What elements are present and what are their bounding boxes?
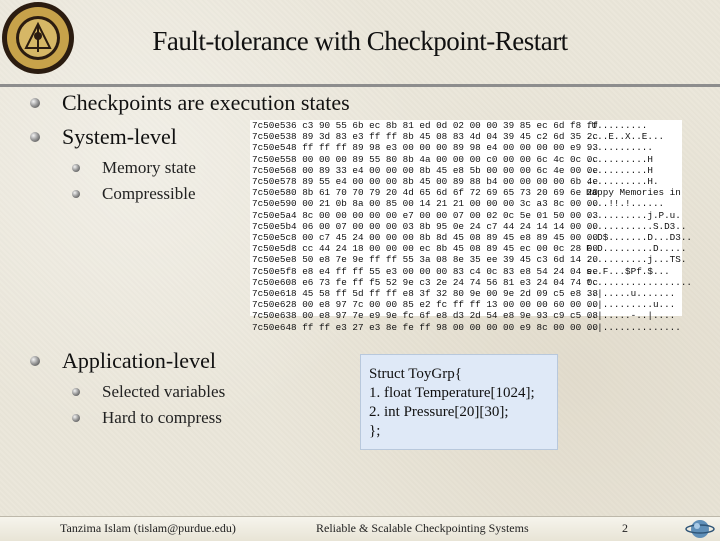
memory-dump-ascii-line: ..D$.......D...D3.. (586, 232, 693, 244)
code-line: 1. float Temperature[1024]; (369, 385, 535, 401)
memory-dump-hex-line: 7c50e558 00 00 00 89 55 80 8b 4a 00 00 00 c0 00 00 6c 4c 0c 0c (252, 153, 598, 165)
presentation-logo-icon (680, 514, 720, 540)
sub-bullet-icon (72, 190, 80, 198)
memory-dump-ascii-line: t.................. (586, 276, 693, 288)
memory-dump-ascii-line: F.D.........D..... (586, 243, 687, 255)
memory-dump-ascii-line: ..|.............. (586, 321, 681, 333)
slide-footer (0, 516, 720, 541)
title-bar (0, 0, 720, 84)
sub-bullet-icon (72, 414, 80, 422)
page-number: 2 (622, 521, 628, 535)
memory-dump-image (250, 120, 693, 333)
bullet-application-level: Application-level (62, 348, 216, 373)
memory-dump-hex-line: 7c50e538 89 3d 83 e3 ff ff 8b 45 08 83 4d 04 39 45 c2 6d 35 2c (252, 131, 598, 143)
memory-dump-ascii-line: Happy Memories in (586, 187, 681, 199)
sub-bullet-memory-state: Memory state (102, 158, 196, 177)
memory-dump-ascii-line: s..F...$Pf.$... (586, 265, 670, 277)
memory-dump-hex-line: 7c50e5e8 50 e8 7e 9e ff ff 55 3a 08 8e 35 ee 39 45 c3 6d 14 20 (252, 254, 598, 266)
memory-dump-ascii-line: ....!!.!...... (586, 198, 665, 210)
memory-dump-hex-line: 7c50e548 ff ff ff 89 98 e3 00 00 00 89 98 e4 00 00 00 00 e9 93 (252, 142, 598, 154)
memory-dump-hex-line: 7c50e590 00 21 0b 8a 00 85 00 14 21 21 00 00 00 3c a3 8c 00 00 (252, 198, 598, 210)
code-line: 2. int Pressure[20][30]; (369, 404, 509, 420)
bullet-icon (30, 356, 40, 366)
sub-bullet-compressible: Compressible (102, 184, 196, 203)
memory-dump-ascii (586, 120, 693, 333)
memory-dump-hex-line: 7c50e608 e6 73 fe ff f5 52 9e c3 2e 24 74 56 81 e3 24 04 74 0c (252, 276, 598, 288)
slide-title: Fault-tolerance with Checkpoint-Restart (152, 26, 568, 56)
sub-bullet-icon (72, 164, 80, 172)
memory-dump-hex-line: 7c50e648 ff ff e3 27 e3 8e fe ff 98 00 00 00 00 e9 8c 00 00 00 (252, 321, 598, 333)
memory-dump-hex-line: 7c50e5a4 8c 00 00 00 00 00 e7 00 00 07 00 02 0c 5e 01 50 00 03 (252, 209, 598, 221)
memory-dump-ascii-line: ...........H. (586, 176, 659, 188)
footer-author: Tanzima Islam (tislam@purdue.edu) (60, 521, 236, 535)
memory-dump-ascii-line: ...........j.P.u. (586, 209, 681, 221)
memory-dump-ascii-line: ...........j...TS. (586, 254, 687, 266)
memory-dump-hex-line: 7c50e5d8 cc 44 24 18 00 00 00 ec 8b 45 08 89 45 ec 00 0c 28 00 (252, 243, 598, 255)
memory-dump-hex-line: 7c50e638 00 e8 97 7e e9 9e fc 6f e8 d3 2d 54 e8 9e 93 c9 c5 08 (252, 310, 598, 322)
memory-dump-hex-line: 7c50e580 8b 61 70 70 79 20 4d 65 6d 6f 72 69 65 73 20 69 6e 20 (252, 187, 598, 199)
memory-dump-ascii-line: ...........H (586, 164, 653, 176)
memory-dump-hex-line: 7c50e5f8 e8 e4 ff ff 55 e3 00 00 00 83 c4 0c 83 e8 54 24 04 ee (252, 265, 598, 277)
code-line: Struct ToyGrp{ (369, 366, 462, 382)
memory-dump-ascii-line: ...........H (586, 153, 653, 165)
memory-dump-hex-line: 7c50e5b4 06 00 07 00 00 00 03 8b 95 0e 24 c7 44 24 14 14 00 00 (252, 220, 598, 232)
memory-dump-hex-line: 7c50e5c8 00 c7 45 24 00 00 00 8b 8d 45 08 89 45 e8 89 45 00 00 (252, 232, 598, 244)
memory-dump-ascii-line: ..|.....-..|.... (586, 310, 676, 322)
memory-dump-ascii-line: ....E..X..E... (586, 131, 665, 143)
sub-bullet-hard-to-compress: Hard to compress (102, 408, 222, 427)
memory-dump-ascii-line: ..|.........u... (586, 299, 676, 311)
memory-dump-ascii-line: ............ (586, 142, 653, 154)
code-box (360, 354, 558, 450)
memory-dump-ascii-line: ............S.D3.. (586, 220, 687, 232)
memory-dump-hex (252, 120, 598, 333)
memory-dump-hex-line: 7c50e568 00 89 33 e4 00 00 00 8b 45 e8 5b 00 00 00 6c 4e 00 0e (252, 164, 598, 176)
code-line: }; (369, 423, 381, 439)
bullet-icon (30, 98, 40, 108)
bullet-icon (30, 132, 40, 142)
sub-bullet-icon (72, 388, 80, 396)
title-divider (0, 84, 720, 87)
memory-dump-ascii-line: ..|.....u....... (586, 288, 676, 300)
bullet-checkpoints: Checkpoints are execution states (62, 90, 350, 115)
footer-course: Reliable & Scalable Checkpointing Systems (316, 521, 529, 535)
bullet-system-level: System-level (62, 124, 177, 149)
sub-bullet-selected-variables: Selected variables (102, 382, 226, 401)
memory-dump-hex-line: 7c50e536 c3 90 55 6b ec 8b 81 ed 0d 02 00 00 39 85 ec 6d f8 ff (252, 120, 598, 131)
memory-dump-hex-line: 7c50e618 45 58 ff 5d ff ff e8 3f 32 80 9e 00 9e 2d 09 c5 e8 38 (252, 288, 598, 300)
memory-dump-hex-line: 7c50e578 89 55 e4 00 00 00 8b 45 00 89 88 b4 00 00 00 00 6b 4e (252, 176, 598, 188)
memory-dump-hex-line: 7c50e628 00 e8 97 7c 00 00 85 e2 fc ff ff 13 00 00 00 60 00 00 (252, 299, 598, 311)
memory-dump-ascii-line: .U......... (586, 120, 648, 131)
